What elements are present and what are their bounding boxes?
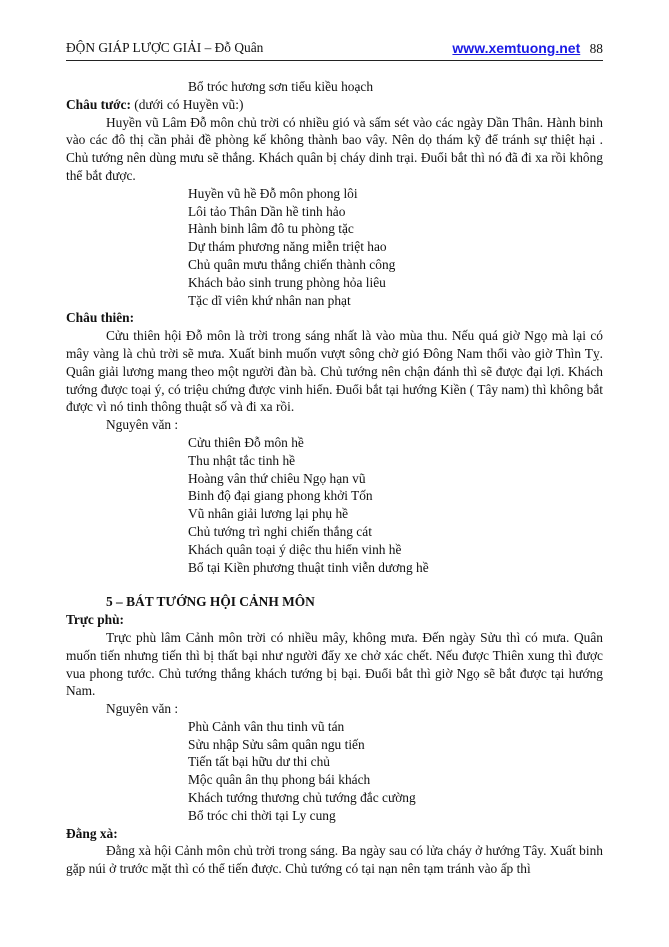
dang-xa-paragraph: Đằng xà hội Cảnh môn chủ trời trong sáng. Ba ngày sau có lửa cháy ở hướng Tây. Xuất binh gặp núi ở trước mặt thì có thể tiến được. Chủ tướng có tại nạn nên tạm tránh vào ấp thì <box>66 843 603 877</box>
chau-tuoc-heading-line <box>66 96 603 114</box>
header-right <box>452 40 603 57</box>
verse-line: Bổ tại Kiền phương thuật tinh viễn dương hề <box>188 559 429 575</box>
verse-line: Cửu thiên Đỗ môn hề <box>188 434 304 450</box>
chau-tuoc-heading-note: (dưới có Huyền vũ:) <box>130 96 244 112</box>
chau-thien-paragraph: Cửu thiên hội Đỗ môn là trời trong sáng nhất là vào mùa thu. Nếu quá giờ Ngọ mà lại có mây vàng là chủ trời sẽ mưa. Xuất binh muốn vượt sông chờ gió Đông Nam thổi vào giờ Thìn Tỵ. Quân giải lương mang theo một người đàn bà. Chủ tướng nên chận đánh thì sẽ được đại lợi. Khách tướng được toại ý, có triệu chứng được vinh hiển. Đuổi bắt tại hướng Kiền ( Tây nam) thì không bắt được vì nó tinh thông thuật số và đi xa rồi. <box>66 328 603 415</box>
verse-line: Bổ tróc hương sơn tiểu kiều hoạch <box>188 79 374 94</box>
chau-thien-heading: Châu thiên: <box>66 310 135 326</box>
verse-line: Hoàng vân thứ chiêu Ngọ hạn vũ <box>188 470 366 486</box>
verse-line: Hành binh lâm đô tu phòng tặc <box>188 221 354 237</box>
verse-line: Phù Cảnh vân thu tinh vũ tán <box>188 718 345 734</box>
verse-line: Binh độ đại giang phong khởi Tốn <box>188 488 373 504</box>
dang-xa-heading: Đằng xà: <box>66 825 118 841</box>
section-heading: 5 – BÁT TƯỚNG HỘI CẢNH MÔN <box>106 594 315 610</box>
verse-line: Tặc dĩ viên khứ nhân nan phạt <box>188 292 351 308</box>
page-header <box>66 40 603 61</box>
verse-line: Khách quân toại ý diệc thu hiển vinh hề <box>188 541 402 557</box>
chau-thien-verses <box>66 434 603 576</box>
verse-line: Lôi tảo Thân Dần hề tinh hảo <box>188 203 346 219</box>
website-link[interactable]: www.xemtuong.net <box>452 40 581 56</box>
truc-phu-verses <box>66 718 603 825</box>
chau-tuoc-heading: Châu tước: <box>66 96 131 112</box>
verse-line: Thu nhật tắc tinh hề <box>188 452 296 468</box>
verse-line: Bổ tróc chi thời tại Ly cung <box>188 807 336 823</box>
header-title: ĐỘN GIÁP LƯỢC GIẢI – Đỗ Quân <box>66 40 264 55</box>
verse-line: Dự thám phương năng miễn triệt hao <box>188 239 387 255</box>
chau-tuoc-paragraph: Huyền vũ Lâm Đỗ môn chủ trời có nhiều gió và sấm sét vào các ngày Dần Thân. Hành binh vào các đô thị cần phải đề phòng kế không thành bao vây. Nên dọ thám kỹ để tránh sự thiệt hại . Chủ tướng nên dùng mưu sẽ thắng. Khách quân bị cháy dinh trại. Đuổi bắt thì nó đã đi xa rồi không thể bắt được. <box>66 114 603 183</box>
verse-line: Chủ quân mưu thắng chiến thành công <box>188 256 396 272</box>
page-body <box>66 78 603 878</box>
verse-line: Khách bảo sinh trung phòng hỏa liêu <box>188 274 386 290</box>
verse-line: Vũ nhân giải lương lại phụ hề <box>188 506 349 522</box>
truc-phu-heading: Trực phù: <box>66 612 125 628</box>
verse-line: Chủ tướng trì nghi chiến thắng cát <box>188 523 372 539</box>
truc-phu-paragraph: Trực phù lâm Cảnh môn trời có nhiều mây, không mưa. Đến ngày Sửu thì có mưa. Quân muốn tiến nhưng tiến thì bị thất bại như người đẩy xe chở xác chết. Nếu được Thiên xung thì được vua phong tước. Chủ tướng thắng khách tướng bị bại. Đuổi bắt thì giờ Ngọ sẽ bắt được tại hướng Nam. <box>66 629 603 699</box>
page-number: 88 <box>589 41 603 56</box>
verse-line: Tiến tất bại hữu dư thi chủ <box>188 754 330 770</box>
verse-line: Sửu nhập Sửu sâm quân ngu tiến <box>188 736 365 752</box>
verse-line: Huyền vũ hề Đỗ môn phong lôi <box>188 185 358 201</box>
verse-line: Khách tướng thương chủ tướng đắc cường <box>188 790 416 806</box>
original-text-label: Nguyên văn : <box>106 417 179 433</box>
chau-tuoc-verses <box>66 185 603 310</box>
original-text-label: Nguyên văn : <box>106 701 179 717</box>
verse-line: Mộc quân ân thụ phong bái khách <box>188 772 371 788</box>
